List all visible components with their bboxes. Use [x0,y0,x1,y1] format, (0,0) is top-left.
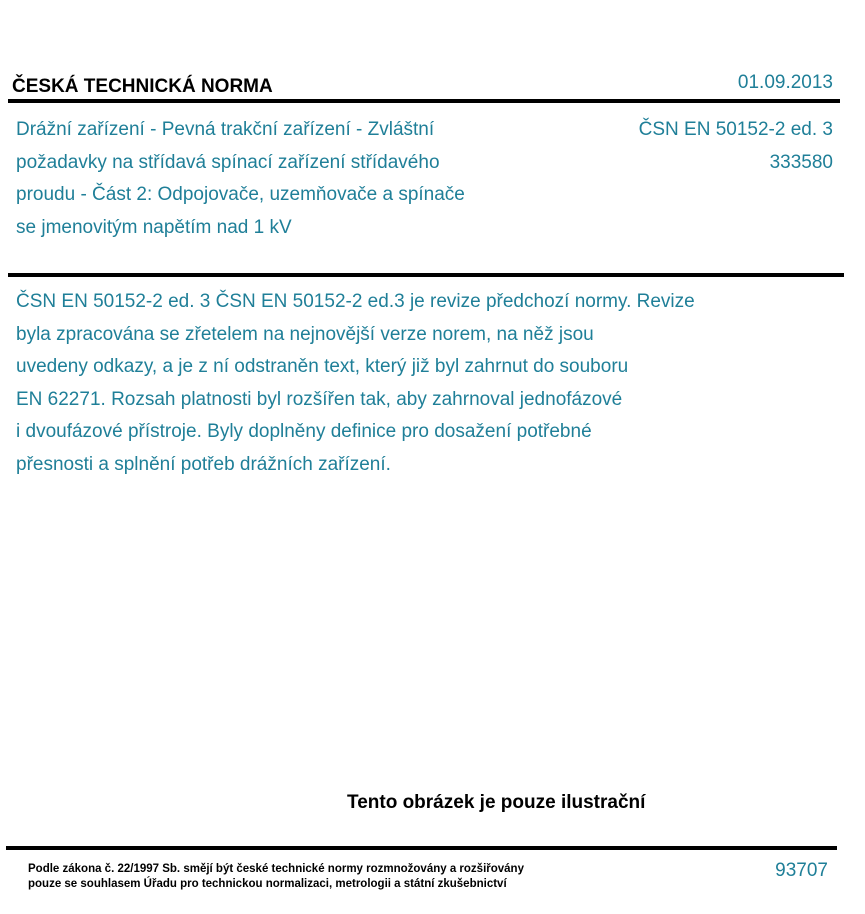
standard-title [16,114,576,244]
copyright-line: pouze se souhlasem Úřadu pro technickou normalizaci, metrologii a státní zkušebnictví [28,878,507,890]
abstract-line: EN 62271. Rozsah platnosti byl rozšířen tak, aby zahrnoval jednofázové [16,388,623,410]
abstract-text [16,286,816,481]
standard-title-line: se jmenovitým napětím nad 1 kV [16,216,292,238]
standard-title-line: Drážní zařízení - Pevná trakční zařízení - Zvláštní [16,119,435,140]
copyright-notice [28,862,524,892]
abstract-line: ČSN EN 50152-2 ed. 3 ČSN EN 50152-2 ed.3 je revize předchozí normy. Revize [16,291,695,312]
standard-code: ČSN EN 50152-2 ed. 3 [638,119,833,140]
standard-title-line: požadavky na střídavá spínací zařízení střídavého [16,151,440,173]
standard-title-line: proudu - Část 2: Odpojovače, uzemňovače a spínače [16,184,465,205]
abstract-line: i dvoufázové přístroje. Byly doplněny definice pro dosažení potřebné [16,421,592,442]
middle-divider [8,273,844,277]
bottom-divider [6,846,837,850]
abstract-line: byla zpracována se zřetelem na nejnovější verze norem, na něž jsou [16,323,594,345]
copyright-line: Podle zákona č. 22/1997 Sb. smějí být české technické normy rozmnožovány a rozšiřovány [28,863,524,875]
abstract-line: přesnosti a splnění potřeb drážních zařízení. [16,453,391,475]
standard-identifier [639,114,833,179]
document-type-heading: ČESKÁ TECHNICKÁ NORMA [12,76,273,97]
publication-date: 01.09.2013 [737,72,833,93]
illustration-note: Tento obrázek je pouze ilustrační [347,792,646,813]
catalog-number: 93707 [775,860,828,881]
classification-number: 333580 [769,151,833,173]
top-divider [8,99,840,103]
abstract-line: uvedeny odkazy, a je z ní odstraněn text, který již byl zahrnut do souboru [16,356,629,377]
